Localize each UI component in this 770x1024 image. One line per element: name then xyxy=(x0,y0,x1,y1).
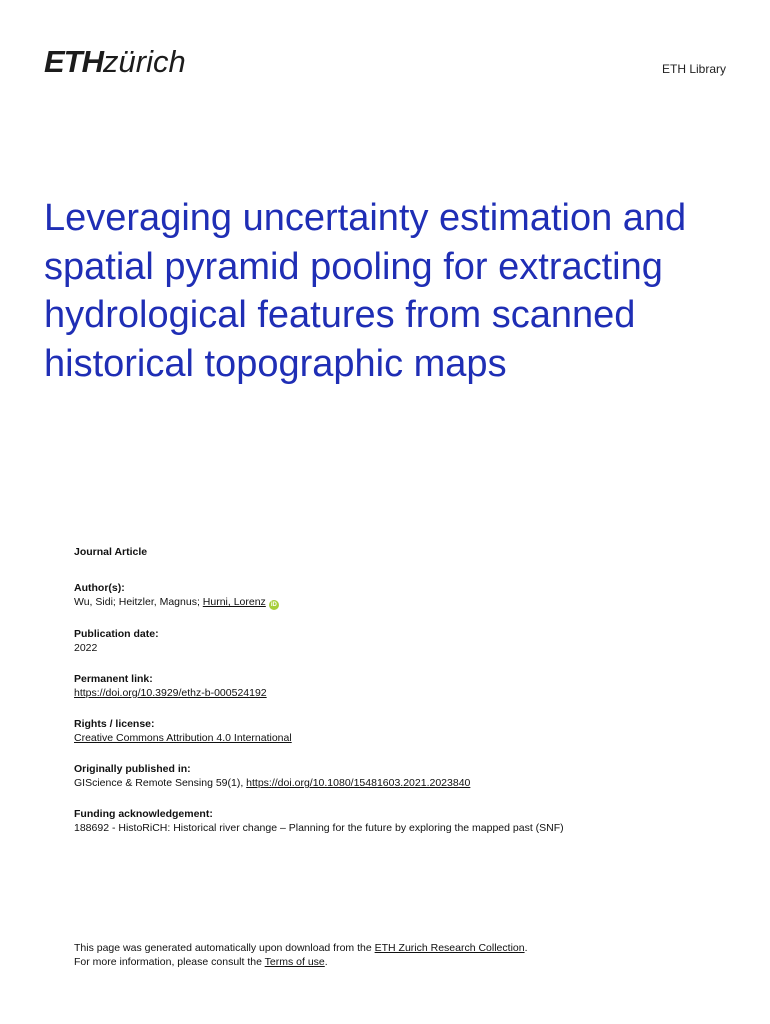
research-collection-link[interactable]: ETH Zurich Research Collection xyxy=(374,942,525,954)
published-in-journal: GIScience & Remote Sensing 59(1), xyxy=(74,777,247,789)
rights-label: Rights / license: xyxy=(74,718,155,730)
library-label: ETH Library xyxy=(661,62,726,76)
publication-date-field xyxy=(74,627,714,655)
permanent-link-field xyxy=(74,672,714,700)
document-type: Journal Article xyxy=(74,546,148,558)
eth-zurich-logo xyxy=(44,44,186,80)
published-in-label: Originally published in: xyxy=(74,763,191,775)
authors-field xyxy=(74,581,714,610)
publication-date-value: 2022 xyxy=(74,642,98,654)
permanent-link[interactable]: https://doi.org/10.3929/ethz-b-000524192 xyxy=(74,687,267,699)
logo-zurich: zürich xyxy=(103,44,186,79)
terms-of-use-link[interactable]: Terms of use xyxy=(264,956,325,968)
metadata-block xyxy=(74,545,714,852)
footer-line1-text: This page was generated automatically upon download from the xyxy=(74,942,375,954)
funding-label: Funding acknowledgement: xyxy=(74,808,213,820)
publication-date-label: Publication date: xyxy=(74,628,159,640)
author-link-hurni[interactable]: Hurni, Lorenz xyxy=(202,596,266,608)
footer-line2-text: For more information, please consult the xyxy=(74,956,265,968)
rights-field xyxy=(74,717,714,745)
funding-value: 188692 - HistoRiCH: Historical river change – Planning for the future by exploring the mapped past (SNF) xyxy=(74,822,564,834)
license-link[interactable]: Creative Commons Attribution 4.0 International xyxy=(74,732,292,744)
authors-label: Author(s): xyxy=(74,582,125,594)
published-in-field xyxy=(74,762,714,790)
published-doi-link[interactable]: https://doi.org/10.1080/15481603.2021.2023840 xyxy=(246,777,471,789)
funding-field xyxy=(74,807,714,835)
authors-plain: Wu, Sidi; Heitzler, Magnus; xyxy=(74,596,203,608)
permanent-link-label: Permanent link: xyxy=(74,673,153,685)
document-title: Leveraging uncertainty estimation and spatial pyramid pooling for extracting hydrological features from scanned historical topographic maps xyxy=(44,197,687,385)
logo-eth: ETH xyxy=(44,44,103,79)
footer-note: This page was generated automatically upon download from the ETH Zurich Research Collection. For more information, please consult the Terms of use. xyxy=(74,942,528,968)
orcid-icon[interactable]: iD xyxy=(270,602,277,608)
